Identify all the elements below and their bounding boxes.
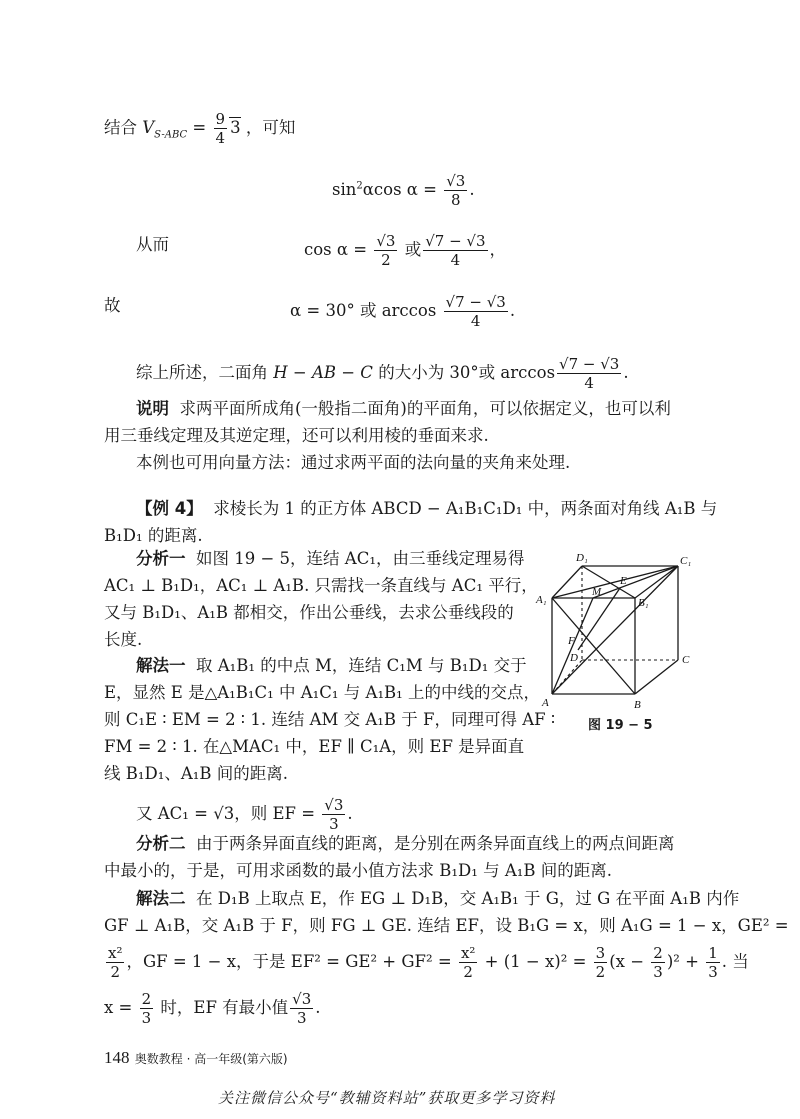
example-label: 【例 4】: [136, 499, 203, 518]
text: 由于两条异面直线的距离，是分别在两条异面直线上的两点间距离: [196, 834, 675, 853]
denominator: 2: [463, 963, 473, 981]
numerator: √3: [292, 990, 312, 1008]
formula-line: [304, 232, 506, 269]
math: cos α =: [304, 240, 373, 259]
figure-caption: 图 19 − 5: [588, 718, 653, 733]
math-sub: S-ABC: [154, 129, 188, 141]
fraction: [140, 990, 154, 1027]
label-E: E: [620, 575, 627, 587]
numerator: 3: [595, 944, 606, 962]
numerator: x²: [108, 944, 123, 962]
text: ，可知: [245, 118, 296, 137]
label-A1: A₁: [536, 594, 547, 606]
fraction: [106, 944, 124, 981]
fraction: [374, 232, 397, 269]
math: x =: [104, 998, 138, 1017]
denominator: 2: [595, 963, 606, 981]
text: 的大小为 30°或 arccos: [378, 363, 556, 382]
text: 时，EF 有最小值: [155, 998, 289, 1017]
label-D1: D₁: [576, 552, 588, 564]
numerator: √3: [446, 172, 466, 190]
text: 在 D₁B 上取点 E，作 EG ⊥ D₁B，交 A₁B₁ 于 G，过 G 在平面 A₁B 内作: [196, 889, 740, 908]
text-line: [136, 886, 739, 912]
denominator: 8: [451, 191, 461, 209]
fraction: [290, 990, 313, 1027]
formula-line: [104, 293, 121, 319]
text: 从而: [136, 235, 169, 254]
text: .: [623, 363, 629, 382]
fraction: [557, 355, 621, 392]
numerator: 2: [653, 944, 663, 962]
label-B1: B₁: [638, 597, 649, 609]
diag-D1B1: [582, 566, 635, 598]
text: FM = 2 ∶ 1. 在△MAC₁ 中，EF ∥ C₁A，则 EF 是异面直: [104, 737, 525, 756]
fraction: [651, 944, 665, 981]
text: B₁D₁ 的距离.: [104, 526, 203, 545]
numerator: 1: [708, 944, 718, 962]
text-line: [104, 707, 555, 733]
sqrt-radicand: 3: [230, 118, 241, 137]
denominator: 3: [653, 963, 663, 981]
text-line: [104, 423, 489, 449]
text: E，显然 E 是△A₁B₁C₁ 中 A₁C₁ 与 A₁B₁ 上的中线的交点，: [104, 683, 541, 702]
solution-label: 解法二: [136, 889, 186, 908]
text: 或: [399, 240, 422, 259]
text-line: [136, 546, 524, 572]
text-line: [136, 831, 675, 857]
text: AC₁ ⊥ B₁D₁，AC₁ ⊥ A₁B. 只需找一条直线与 AC₁ 平行，: [104, 576, 538, 595]
fraction: [423, 232, 487, 269]
text: 故: [104, 296, 121, 315]
numerator: √7 − √3: [445, 293, 506, 311]
math: ，GF = 1 − x，于是 EF² = GE² + GF² =: [126, 952, 457, 971]
math: H − AB − C: [273, 363, 373, 382]
math: α = 30° 或 arccos: [290, 301, 442, 320]
edge-AD-hidden: [552, 660, 582, 694]
formula-line: [136, 796, 353, 833]
math: .: [509, 301, 516, 320]
denominator: 3: [708, 963, 718, 981]
text-line: [136, 653, 527, 679]
text: .: [347, 804, 353, 823]
numerator: 9: [215, 110, 226, 128]
edge-BC: [635, 660, 678, 694]
fraction: [444, 293, 508, 330]
math: αcos α =: [362, 180, 443, 199]
label-A: A: [542, 697, 549, 709]
text: 取 A₁B₁ 的中点 M，连结 C₁M 与 B₁D₁ 交于: [196, 656, 527, 675]
text-line: [136, 355, 629, 392]
formula-line: [332, 172, 475, 209]
numerator: √7 − √3: [559, 355, 620, 373]
book-title: 奥数教程 · 高一年级(第六版): [134, 1052, 288, 1066]
text: GF ⊥ A₁B，交 A₁B 于 F，则 FG ⊥ GE. 连结 EF，设 B₁G = x，则 A₁G = 1 − x，GE² =: [104, 916, 789, 935]
math: .: [469, 180, 475, 199]
text: 又与 B₁D₁、A₁B 都相交，作出公垂线，去求公垂线段的: [104, 603, 514, 622]
line-MC1: [593, 566, 678, 598]
text: 长度.: [104, 630, 143, 649]
denominator: 4: [215, 129, 226, 147]
numerator: √3: [376, 232, 396, 250]
fraction: [706, 944, 720, 981]
numerator: √7 − √3: [425, 232, 486, 250]
text: 求棱长为 1 的正方体 ABCD − A₁B₁C₁D₁ 中，两条面对角线 A₁B 与: [213, 499, 718, 518]
text-line: [104, 600, 514, 626]
text: 本例也可用向量方法：通过求两平面的法向量的夹角来处理.: [136, 453, 571, 472]
fraction: [444, 172, 467, 209]
text-line: [104, 913, 789, 939]
text-line: [104, 110, 295, 147]
text-line: [136, 450, 570, 476]
analysis-label: 分析一: [136, 549, 186, 568]
diag-A1C1: [552, 566, 678, 598]
label-M: M: [592, 586, 602, 598]
fraction: [214, 110, 228, 147]
solution-label: 解法一: [136, 656, 186, 675]
text-line: [104, 734, 524, 760]
fraction: [594, 944, 608, 981]
fraction: [322, 796, 345, 833]
denominator: 2: [110, 963, 121, 981]
denominator: 3: [329, 815, 339, 833]
formula-line: [104, 944, 749, 981]
math: sin: [332, 180, 357, 199]
label-C1: C₁: [680, 555, 692, 567]
math: V: [142, 118, 155, 137]
text: 则 C₁E ∶ EM = 2 ∶ 1. 连结 AM 交 A₁B 于 F，同理可得 AF ∶: [104, 710, 556, 729]
math: + (1 − x)² =: [479, 952, 592, 971]
numerator: x²: [460, 944, 476, 962]
watermark-text: 关注微信公众号“教辅资料站”获取更多学习资料: [218, 1089, 556, 1107]
note-label: 说明: [136, 399, 169, 418]
math: =: [187, 118, 212, 137]
text-line: [104, 858, 612, 884]
formula-line: [290, 293, 515, 330]
label-D: D: [570, 652, 578, 664]
label-C: C: [682, 654, 690, 666]
formula-line: [136, 232, 169, 258]
page-footer: [104, 1045, 288, 1072]
text: .: [315, 998, 321, 1017]
text-line: [136, 496, 717, 522]
label-B: B: [634, 699, 641, 711]
text: 线 B₁D₁、A₁B 间的距离.: [104, 764, 288, 783]
text-line: [136, 396, 671, 422]
page-number: 148: [104, 1048, 130, 1067]
text-line: [104, 573, 538, 599]
cube-figure: [530, 548, 700, 738]
text-line: [104, 761, 288, 787]
numerator: 2: [141, 990, 152, 1008]
text: 结合: [104, 118, 137, 137]
math: (x −: [609, 952, 650, 971]
denominator: 4: [470, 312, 481, 330]
text-line: [104, 680, 540, 706]
text: 综上所述，二面角: [136, 363, 268, 382]
text: . 当: [721, 952, 749, 971]
denominator: 4: [450, 251, 461, 269]
denominator: 4: [584, 374, 594, 392]
fraction: [459, 944, 477, 981]
denominator: 3: [141, 1009, 152, 1027]
math-sup: 2: [356, 180, 363, 192]
text: 求两平面所成角(一般指二面角)的平面角，可以依据定义，也可以利: [179, 399, 671, 418]
edge-A1D1: [552, 566, 582, 598]
text: 用三垂线定理及其逆定理，还可以利用棱的垂面来求.: [104, 426, 489, 445]
label-F: F: [568, 635, 575, 647]
denominator: 2: [381, 251, 391, 269]
formula-line: [104, 990, 321, 1027]
text: 如图 19 − 5，连结 AC₁，由三垂线定理易得: [196, 549, 525, 568]
text: ，: [489, 240, 507, 259]
text: 又 AC₁ = √3，则 EF =: [136, 804, 321, 823]
numerator: √3: [324, 796, 344, 814]
text-line: [104, 627, 142, 653]
math: )² +: [666, 952, 705, 971]
text: 中最小的，于是，可用求函数的最小值方法求 B₁D₁ 与 A₁B 间的距离.: [104, 861, 612, 880]
analysis-label: 分析二: [136, 834, 186, 853]
denominator: 3: [296, 1009, 307, 1027]
